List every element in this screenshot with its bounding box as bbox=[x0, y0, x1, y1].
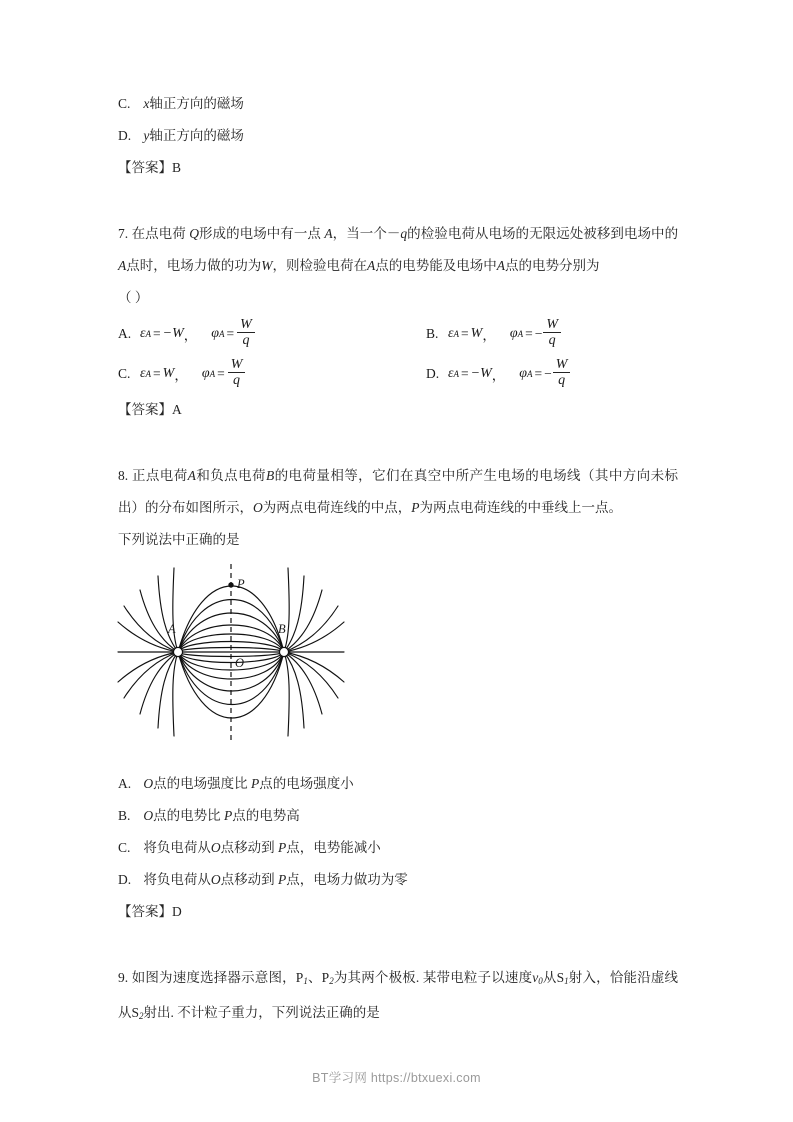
prev-option-c-label: C. bbox=[118, 96, 131, 111]
q7-option-c-phi: φ bbox=[201, 366, 210, 381]
q7-answer-value: A bbox=[172, 402, 182, 417]
q7-option-a-comma: ， bbox=[183, 328, 198, 343]
question-7-number: 7. bbox=[118, 226, 129, 241]
q8-option-d-text-2: 点，电场力做功为零 bbox=[286, 872, 408, 887]
q7-option-c-epsilon-sub: A bbox=[145, 369, 152, 379]
q8-option-d[interactable] bbox=[118, 864, 678, 896]
prev-option-d bbox=[118, 120, 678, 152]
figure-label-o: O bbox=[235, 656, 245, 670]
q7-var-A1: A bbox=[324, 226, 333, 241]
prev-answer-line bbox=[118, 152, 678, 184]
q7-option-d-phi-sub: A bbox=[527, 369, 533, 379]
q7-l2-text-1: 场中的 bbox=[637, 226, 679, 241]
q7-option-b[interactable] bbox=[426, 314, 562, 354]
q7-text-3: ，当一个－ bbox=[332, 226, 401, 241]
q7-l2-var-A: A bbox=[118, 258, 127, 273]
point-p-marker bbox=[228, 582, 233, 587]
dipole-field-svg bbox=[116, 562, 346, 742]
q7-option-a-phi-sub: A bbox=[219, 329, 225, 339]
q7-option-a-epsilon: ε bbox=[140, 326, 146, 341]
q8-option-a[interactable] bbox=[118, 768, 678, 800]
q7-l2-var-W: W bbox=[261, 258, 273, 273]
q9-separator: 、 bbox=[307, 970, 322, 985]
q7-option-b-phi-sub: A bbox=[517, 329, 524, 339]
q8-option-a-label: A. bbox=[118, 776, 132, 791]
question-7-blank: （ ） bbox=[118, 290, 149, 305]
q8-option-d-prefix: 将负电荷从 bbox=[143, 872, 211, 887]
figure-label-p: P bbox=[237, 577, 245, 591]
q8-l2-text-3: 为两点电荷连线的中垂线上一点。 bbox=[419, 500, 622, 515]
q7-answer-tag: 【答案】 bbox=[118, 402, 172, 417]
question-8-number: 8. bbox=[118, 468, 129, 483]
prev-option-d-text: 轴正方向的磁场 bbox=[149, 128, 244, 143]
q8-l2-text-2: 为两点电荷连线的中点， bbox=[262, 500, 412, 515]
q8-l2-var-P: P bbox=[411, 500, 420, 515]
q7-option-c-phi-sub: A bbox=[209, 369, 216, 379]
prev-option-c-variable: x bbox=[143, 96, 150, 111]
q8-option-b-var-1: O bbox=[143, 808, 154, 823]
question-9-body bbox=[118, 962, 678, 1032]
q8-answer-tag: 【答案】 bbox=[118, 904, 172, 919]
q9-text-3: 从 bbox=[542, 970, 557, 985]
q7-option-c-equals: = bbox=[153, 366, 161, 381]
page-footer: BT学习网 https://btxuexi.com bbox=[312, 1071, 481, 1085]
q8-option-b[interactable] bbox=[118, 800, 678, 832]
prev-option-c-text: 轴正方向的磁场 bbox=[149, 96, 244, 111]
q7-option-b-numerator: W bbox=[546, 317, 558, 332]
q7-l2-var-A2: A bbox=[367, 258, 376, 273]
q8-option-a-text-1: 点的电场强度比 bbox=[153, 776, 248, 791]
q9-var-P2-sub: 2 bbox=[329, 976, 334, 986]
question-8-body-line3: 下列说法中正确的是 bbox=[118, 532, 240, 547]
q7-l2-text-5: 点的电势分别为 bbox=[505, 258, 600, 273]
q7-l2-text-3: ，则检验电荷在 bbox=[272, 258, 367, 273]
prev-option-d-label: D. bbox=[118, 128, 132, 143]
q7-option-b-epsilon-value: W bbox=[470, 326, 483, 341]
q7-option-c-epsilon: ε bbox=[140, 366, 146, 381]
question-9-number: 9. bbox=[118, 970, 129, 985]
q7-option-c-comma: ， bbox=[174, 368, 188, 383]
q7-option-b-comma: ， bbox=[482, 328, 496, 343]
spacer-after-q8 bbox=[118, 928, 678, 962]
charge-a-marker bbox=[173, 647, 182, 656]
q9-var-P1-sub: 1 bbox=[303, 976, 308, 986]
q7-option-d-fraction bbox=[553, 357, 571, 389]
question-8-answer bbox=[118, 896, 678, 928]
q7-text-1: 在点电荷 bbox=[131, 226, 186, 241]
q8-option-d-var-2: P bbox=[278, 872, 287, 887]
q9-var-S2-sub: 2 bbox=[139, 1011, 144, 1021]
q9-var-S1-sub: 1 bbox=[564, 976, 569, 986]
q7-option-b-phi-sign: − bbox=[534, 326, 543, 341]
q7-option-c-epsilon-value: W bbox=[162, 366, 175, 381]
q8-option-b-text-2: 点的电势高 bbox=[232, 808, 300, 823]
q8-option-d-label: D. bbox=[118, 872, 132, 887]
q8-option-c-label: C. bbox=[118, 840, 131, 855]
q8-l2-text-1: 未标出）的分布如图所示， bbox=[118, 468, 679, 515]
question-7-body bbox=[118, 218, 678, 282]
q7-l2-var-A3: A bbox=[496, 258, 505, 273]
q9-l2-text-1: 沿虚线从 bbox=[118, 970, 679, 1020]
q7-option-d-epsilon-value: −W bbox=[470, 366, 492, 381]
q8-option-c-text-2: 点，电势能减小 bbox=[286, 840, 381, 855]
q7-var-q: q bbox=[400, 226, 408, 241]
q7-option-d-denominator: q bbox=[558, 373, 566, 388]
q8-option-c-var-1: O bbox=[210, 840, 221, 855]
q8-l2-var-O: O bbox=[253, 500, 263, 515]
q7-option-b-phi: φ bbox=[509, 326, 518, 341]
q7-option-a-phi-equals: = bbox=[226, 326, 235, 341]
charge-b-marker bbox=[279, 647, 288, 656]
q7-option-d-phi: φ bbox=[519, 366, 528, 381]
q8-option-d-text-1: 点移动到 bbox=[220, 872, 275, 887]
q8-var-A: A bbox=[187, 468, 196, 483]
q8-option-d-var-1: O bbox=[210, 872, 221, 887]
question-7-options-row-1 bbox=[118, 314, 678, 354]
q7-option-a-denominator: q bbox=[242, 333, 250, 348]
q7-option-c-fraction bbox=[228, 357, 246, 389]
q8-option-c-prefix: 将负电荷从 bbox=[143, 840, 211, 855]
q9-text-1: 如图为速度选择器示意图， bbox=[131, 970, 296, 985]
q9-var-v0-sub: 0 bbox=[538, 976, 543, 986]
q9-var-v0: v bbox=[532, 970, 539, 985]
q8-option-a-text-2: 点的电场强度小 bbox=[259, 776, 354, 791]
q7-option-a-phi: φ bbox=[211, 326, 220, 341]
q7-option-a-epsilon-sub: A bbox=[145, 329, 152, 339]
q8-option-b-label: B. bbox=[118, 808, 131, 823]
q7-option-a-numerator: W bbox=[240, 317, 252, 332]
q7-option-b-equals: = bbox=[461, 326, 469, 341]
q9-l2-text-2: 射出. 不计粒子重力，下列说法正确的是 bbox=[143, 1005, 380, 1020]
figure-label-b: B bbox=[278, 622, 286, 636]
page-content bbox=[118, 88, 678, 1032]
q8-text-2: 和负点电荷 bbox=[195, 468, 266, 483]
q8-option-a-var-1: O bbox=[143, 776, 154, 791]
q7-l2-text-4: 点的电势能及电场中 bbox=[375, 258, 497, 273]
q7-option-b-epsilon: ε bbox=[448, 326, 454, 341]
q9-var-P1: P bbox=[295, 970, 304, 985]
q8-answer-value: D bbox=[172, 904, 182, 919]
q7-var-Q: Q bbox=[189, 226, 199, 241]
q7-option-b-denominator: q bbox=[548, 333, 556, 348]
q8-option-c-text-1: 点移动到 bbox=[220, 840, 275, 855]
figure-label-a: A bbox=[168, 622, 176, 636]
q7-text-2: 形成的电场中有一点 bbox=[198, 226, 321, 241]
q7-option-b-fraction bbox=[543, 317, 561, 349]
q9-text-2: 为其两个极板. 某带电粒子以速度 bbox=[333, 970, 533, 985]
dipole-field-line-figure bbox=[116, 562, 678, 742]
q7-option-a-fraction bbox=[237, 317, 255, 349]
prev-option-d-variable: y bbox=[143, 128, 150, 143]
q7-option-b-epsilon-sub: A bbox=[453, 329, 460, 339]
q7-option-d-phi-sign: − bbox=[544, 366, 552, 381]
question-8-body bbox=[118, 460, 678, 524]
q7-text-4: 的检验电荷从电场的无限远处被移到电 bbox=[407, 226, 638, 241]
q7-option-b-phi-equals: = bbox=[525, 326, 533, 341]
q7-option-c-numerator: W bbox=[230, 357, 243, 372]
q7-option-c[interactable] bbox=[118, 354, 246, 394]
prev-answer-tag: 【答案】 bbox=[118, 160, 172, 175]
q7-option-d-comma: ， bbox=[491, 368, 506, 383]
q7-option-d[interactable] bbox=[426, 354, 571, 394]
q7-option-b-label: B. bbox=[426, 326, 439, 341]
q7-option-c-label: C. bbox=[118, 366, 131, 381]
q7-option-d-equals: = bbox=[461, 366, 469, 381]
question-7-options-row-2 bbox=[118, 354, 678, 394]
q8-option-a-var-2: P bbox=[251, 776, 260, 791]
q8-text-3: 的电荷量相等，它们在真空中所产生电场的电场线（其中方向 bbox=[274, 468, 651, 483]
q8-option-c[interactable] bbox=[118, 832, 678, 864]
q8-option-b-var-2: P bbox=[224, 808, 233, 823]
q7-option-d-numerator: W bbox=[555, 357, 568, 372]
spacer-after-prev-answer bbox=[118, 184, 678, 218]
q7-option-d-label: D. bbox=[426, 366, 440, 381]
q7-l2-text-2: 点时，电场力做的功为 bbox=[126, 258, 262, 273]
q8-option-b-text-1: 点的电势比 bbox=[153, 808, 221, 823]
q7-option-d-epsilon: ε bbox=[448, 366, 454, 381]
q9-text-4: 射入，恰能 bbox=[568, 970, 638, 985]
q7-option-c-phi-equals: = bbox=[217, 366, 225, 381]
q9-var-P2: P bbox=[321, 970, 330, 985]
q9-var-S2: S bbox=[131, 1005, 140, 1020]
spacer-after-q7 bbox=[118, 426, 678, 460]
prev-option-c bbox=[118, 88, 678, 120]
q7-option-a[interactable] bbox=[118, 314, 256, 354]
q7-option-a-epsilon-value: −W bbox=[162, 326, 184, 341]
q7-option-a-label: A. bbox=[118, 326, 132, 341]
q8-var-B: B bbox=[265, 468, 275, 483]
q7-option-d-phi-equals: = bbox=[534, 366, 543, 381]
prev-answer-value: B bbox=[172, 160, 182, 175]
q7-option-d-epsilon-sub: A bbox=[453, 369, 460, 379]
q8-option-c-var-2: P bbox=[278, 840, 287, 855]
q7-option-a-equals: = bbox=[153, 326, 161, 341]
question-7-answer bbox=[118, 394, 678, 426]
q8-text-1: 正点电荷 bbox=[131, 468, 188, 483]
q9-var-S1: S bbox=[556, 970, 565, 985]
q7-option-c-denominator: q bbox=[233, 373, 241, 388]
spacer-after-figure bbox=[118, 742, 678, 768]
